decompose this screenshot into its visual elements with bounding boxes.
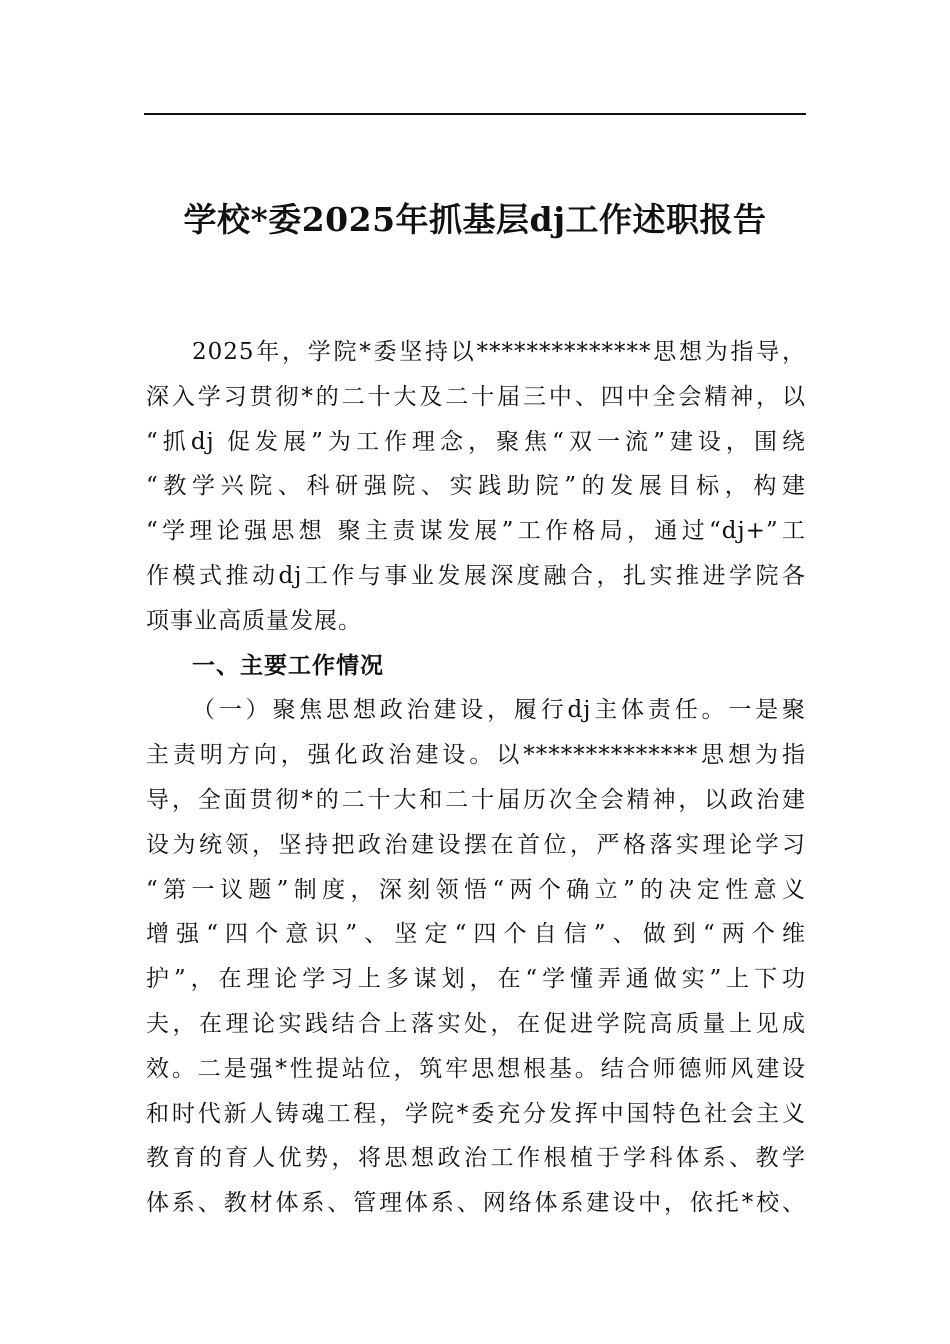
- text-line: 增强“四个意识”、坚定“四个自信”、做到“两个维: [146, 921, 806, 948]
- text-line: 和时代新人铸魂工程，学院*委充分发挥中国特色社会主义: [146, 1100, 806, 1127]
- text-line: 护”，在理论学习上多谋划，在“学懂弄通做实”上下功: [146, 966, 806, 993]
- text-line: 深入学习贯彻*的二十大及二十届三中、四中全会精神，以: [146, 383, 806, 410]
- paragraph-section-1: [146, 688, 806, 1226]
- text-line: （一）聚焦思想政治建设，履行dj主体责任。一是聚: [192, 697, 806, 724]
- text-line: 项事业高质量发展。: [146, 607, 362, 634]
- header-rule: [144, 113, 806, 115]
- document-body: [146, 330, 806, 1226]
- paragraph-intro: [146, 330, 806, 644]
- text-line: 2025年，学院*委坚持以**************思想为指导，: [192, 339, 806, 365]
- section-heading: 一、主要工作情况: [192, 652, 384, 679]
- text-line: 夫，在理论实践结合上落实处，在促进学院高质量上见成: [146, 1010, 806, 1037]
- text-line: “抓dj 促发展”为工作理念，聚焦“双一流”建设，围绕: [146, 428, 806, 455]
- text-line: “教学兴院、科研强院、实践助院”的发展目标，构建: [146, 473, 806, 500]
- text-line: 主责明方向，强化政治建设。以**************思想为指: [146, 742, 806, 769]
- text-line: 效。二是强*性提站位，筑牢思想根基。结合师德师风建设: [146, 1055, 806, 1082]
- text-line: “第一议题”制度，深刻领悟“两个确立”的决定性意义: [146, 876, 806, 903]
- text-line: 作模式推动dj工作与事业发展深度融合，扎实推进学院各: [146, 562, 806, 589]
- text-line: 教育的育人优势，将思想政治工作根植于学科体系、教学: [146, 1145, 806, 1172]
- document-title: 学校*委2025年抓基层dj工作述职报告: [183, 200, 767, 239]
- text-line: “学理论强思想 聚主责谋发展”工作格局，通过“dj+”工: [146, 518, 806, 545]
- text-line: 体系、教材体系、管理体系、网络体系建设中，依托*校、: [146, 1190, 806, 1217]
- text-line: 设为统领，坚持把政治建设摆在首位，严格落实理论学习: [146, 831, 806, 858]
- text-line: 导，全面贯彻*的二十大和二十届历次全会精神，以政治建: [146, 786, 806, 813]
